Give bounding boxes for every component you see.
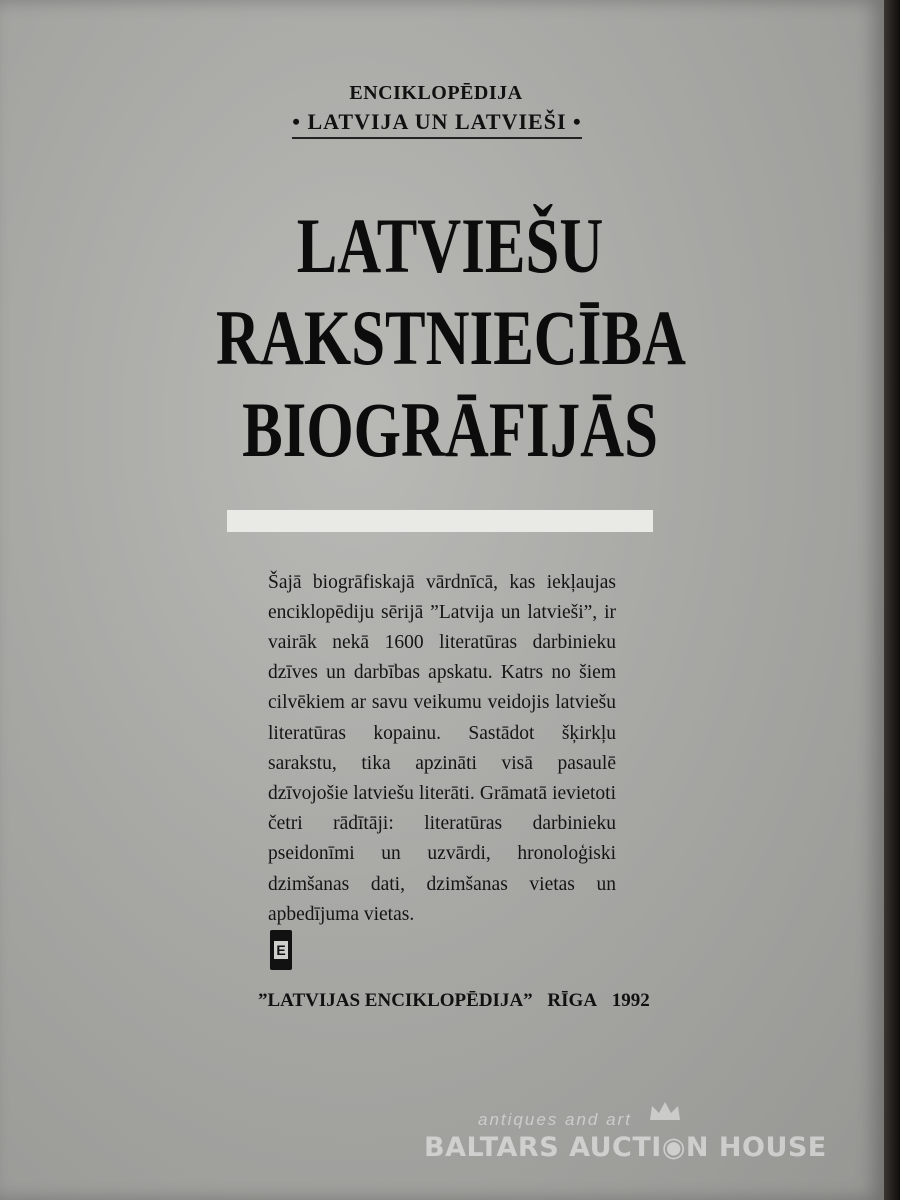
series-title bbox=[0, 82, 884, 139]
book-edge bbox=[884, 0, 900, 1200]
title-line-3: BIOGRĀFIJĀS bbox=[242, 386, 658, 473]
series-line-1: ENCIKLOPĒDIJA bbox=[349, 82, 523, 104]
book-title bbox=[216, 200, 684, 476]
title-line-2: RAKSTNIECĪBA bbox=[216, 294, 686, 381]
publisher-logo-icon bbox=[270, 930, 292, 970]
imprint-year: 1992 bbox=[611, 990, 650, 1011]
watermark-name: BALTARS AUCTI◉N HOUSE bbox=[424, 1132, 827, 1163]
watermark-tagline: antiques and art bbox=[478, 1110, 632, 1129]
description-text: Šajā biogrāfiskajā vārdnīcā, kas iekļaujas enciklopēdiju sērijā ”Latvija un latvieši”, ir vairāk nekā 1600 literatūras darbinieku dzīves un darbības apskatu. Katrs no šiem cilvēkiem ar savu veikumu veidojis latviešu literatūras kopainu. Sastādot šķirkļu sarakstu, tika apzināti visā pasaulē dzīvojošie latviešu literāti. Grāmatā ievietoti četri rādītāji: literatūras darbinieku pseidonīmi un uzvārdi, hronoloģiski dzimšanas dati, dzimšanas vietas un apbedījuma vietas. bbox=[268, 571, 616, 925]
title-line-1: LATVIEŠU bbox=[296, 202, 604, 289]
imprint-publisher: ”LATVIJAS ENCIKLOPĒDIJA” bbox=[258, 990, 533, 1011]
series-line-2: • LATVIJA UN LATVIEŠI • bbox=[292, 109, 581, 139]
imprint-city: RĪGA bbox=[547, 990, 598, 1011]
crown-icon bbox=[648, 1100, 682, 1122]
imprint bbox=[258, 990, 660, 1012]
divider-bar bbox=[227, 510, 653, 532]
